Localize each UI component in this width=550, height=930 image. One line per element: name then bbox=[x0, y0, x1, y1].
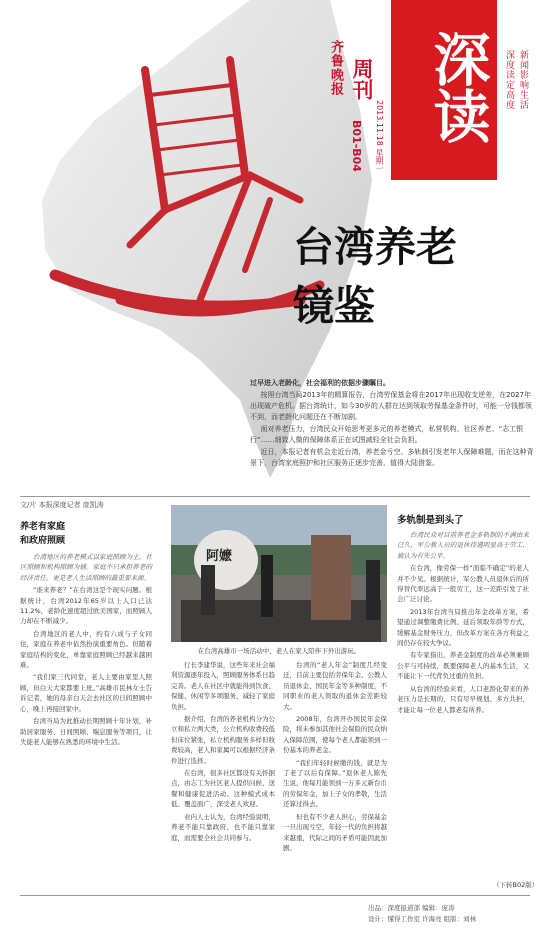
column-3-paragraph: 2008年，台湾开办国民年金保险，将未参加其他社会保险的民众纳入保障范围，使每个老人都能领到一份基本的养老金。 bbox=[283, 715, 387, 755]
lead-text-3: 近日，本报记者有机会走近台湾，养老金亏空、多轨制引发老年人保障难题，而在这种背景下，台湾家庭照护和社区服务正逐步完善，值得大陆借鉴。 bbox=[250, 448, 534, 467]
paper-name-text: 齐鲁晚报 bbox=[328, 40, 343, 96]
footer-credits-2: 设计：懂得工作室 许海亮 组版：刘林 bbox=[368, 915, 477, 923]
lead-paragraph bbox=[250, 378, 534, 470]
footer-credits-1: 出品：深度报道部 编辑：庞涛 bbox=[368, 904, 455, 912]
footer-divider bbox=[20, 895, 530, 896]
section-divider bbox=[20, 496, 530, 497]
photo-scene bbox=[171, 505, 387, 642]
column-3 bbox=[283, 660, 387, 855]
column-2-paragraph: 业内人士认为，台湾经验说明，养老不能只靠政府，也不能只靠家庭，而需要全社会共同参与。 bbox=[171, 812, 275, 842]
section-heading: 多轨制是到头了 bbox=[397, 515, 464, 526]
headline-line-2: 镜鉴 bbox=[293, 281, 375, 330]
weekly-text: 周刊 bbox=[350, 58, 374, 100]
section-title: 深读 bbox=[424, 30, 490, 144]
continued-note: （下转B02版） bbox=[493, 881, 539, 889]
column-2 bbox=[171, 660, 275, 845]
slogan-left: 深度读定高度 bbox=[504, 50, 514, 110]
lead-text-1: 按照台湾当局2013年的精算报告，台湾劳保基金将在2017年出现收支逆差，在2027年出现破产危机。据台湾统计，如今30岁的人群在达到领取劳保基金条件时，可能一分钱都领不到，而老龄化问题还在不断加剧。 bbox=[250, 391, 532, 421]
subheading-1b: 和政府照顾 bbox=[20, 536, 66, 546]
photo-caption: 在台湾高雄市一场活动中，老人在家人陪伴下外出游玩。 bbox=[197, 647, 361, 655]
column-4-intro: 台湾民众对目前养老金多轨制的不满由来已久，军公教人员的退休待遇明显高于劳工，被认为有失公平。 bbox=[397, 531, 529, 560]
column-1-paragraph: 台湾地区的老人中，约有六成与子女同住，家庭在养老中依然扮演重要角色。但随着家庭结构的变化，单靠家庭照顾已经越来越困难。 bbox=[20, 629, 152, 670]
column-4-paragraph: 在台湾，像劳保一样“面临不确定”的老人并不少见。根据统计，军公教人员退休后的所得替代率远高于一般劳工，这一差距引发了社会广泛讨论。 bbox=[397, 564, 529, 604]
column-4 bbox=[397, 530, 529, 717]
headline-line-1: 台湾养老 bbox=[293, 223, 457, 271]
byline: 文/片 本报深度记者 庞凯涛 bbox=[20, 501, 104, 509]
page-range: B01-B04 bbox=[350, 120, 363, 172]
column-4-paragraph: 2013年台湾当局推出年金改革方案，希望通过调整缴费比例、延后领取年龄等方式，缓解基金财务压力，但改革方案在各方利益之间仍存在较大争议。 bbox=[397, 607, 529, 648]
column-1-paragraph: 台湾当局为此推动长期照顾十年计划，补助居家服务、日间照顾、喘息服务等项目，让失能老人能够在熟悉的环境中生活。 bbox=[20, 717, 152, 746]
news-photo bbox=[171, 505, 387, 642]
section-title-box bbox=[391, 0, 497, 180]
column-3-paragraph: 但也有不少老人担心，劳保基金一旦出现亏空，年轻一代的负担将越来越重，代际之间的矛盾可能因此加剧。 bbox=[283, 812, 387, 852]
lead-text-2: 面对养老压力，台湾民众开始思考更多元的养老模式，私营机构、社区养老、“志工银行”……细致入微的保障体系正在试图减轻全社会负担。 bbox=[250, 425, 524, 444]
column-1-paragraph: “我们家三代同堂，老人主要由家里人照顾，但白天大家都要上班。”高雄市民林女士告诉记者，她的母亲白天会去社区的日间照顾中心，晚上再接回家中。 bbox=[20, 673, 152, 713]
issue-date: 2013.11.18 星期一 bbox=[375, 100, 384, 173]
weekly-label bbox=[347, 58, 373, 128]
column-4-paragraph: 从台湾的经验来看，人口老龄化带来的养老压力是长期的，只有尽早规划、多方共担，才能让每一位老人都老有所养。 bbox=[397, 684, 529, 714]
photo-banner: 阿嬷 bbox=[206, 549, 233, 564]
column-4-paragraph: 有专家指出，养老金制度的改革必须兼顾公平与可持续，既要保障老人的基本生活，又不能让下一代背负过重的负担。 bbox=[397, 651, 529, 681]
column-3-paragraph: 台湾的“老人年金”制度几经变迁，目前主要包括劳保年金、公教人员退休金、国民年金等多种制度，不同职业的老人领取的退休金差距较大。 bbox=[283, 661, 387, 711]
column-2-paragraph: 在台湾，很多社区都设有关怀据点，由志工为社区老人提供问候、送餐和健康促进活动。这种模式成本低、覆盖面广，深受老人欢迎。 bbox=[171, 769, 275, 809]
column-2-paragraph: 行长李建华说，这些年来社会福利资源逐年投入，照顾服务体系日趋完善。老人在社区中就能得到饮食、保健、休闲等多项服务，减轻了家庭负担。 bbox=[171, 661, 275, 711]
page-headline bbox=[293, 218, 523, 335]
lead-first-line: 过早进入老龄化，社会福利的依据步骤瞩目。 bbox=[250, 379, 390, 387]
column-2-paragraph: 据介绍，台湾的养老机构分为公立和私立两大类，公立机构收费较低但床位紧张，私立机构服务多样但收费较高，老人和家属可以根据经济条件进行选择。 bbox=[171, 715, 275, 765]
column-1-paragraph: “谁来养老？”在台湾这是个现实问题。根据统计，台湾2012年65岁以上人口已达11.2%，老龄化速度超过欧美国家，而照顾人力却在不断减少。 bbox=[20, 586, 152, 626]
column-3-paragraph: “我们年轻时候缴的钱，就是为了老了以后有保障。”退休老人陈先生说，他每月能领到一万多元新台币的劳保年金，加上子女的孝敬，生活还算过得去。 bbox=[283, 758, 387, 809]
subheading-1a: 养老有家庭 bbox=[20, 522, 66, 532]
column-1 bbox=[20, 520, 152, 749]
column-1-intro: 台湾地区的养老模式以家庭照顾为主，社区照顾和机构照顾为辅。家庭不只承担养老的经济责任，更是老人生活照顾的最重要来源。 bbox=[20, 553, 152, 582]
slogan-right: 新闻影响生活 bbox=[518, 50, 528, 110]
